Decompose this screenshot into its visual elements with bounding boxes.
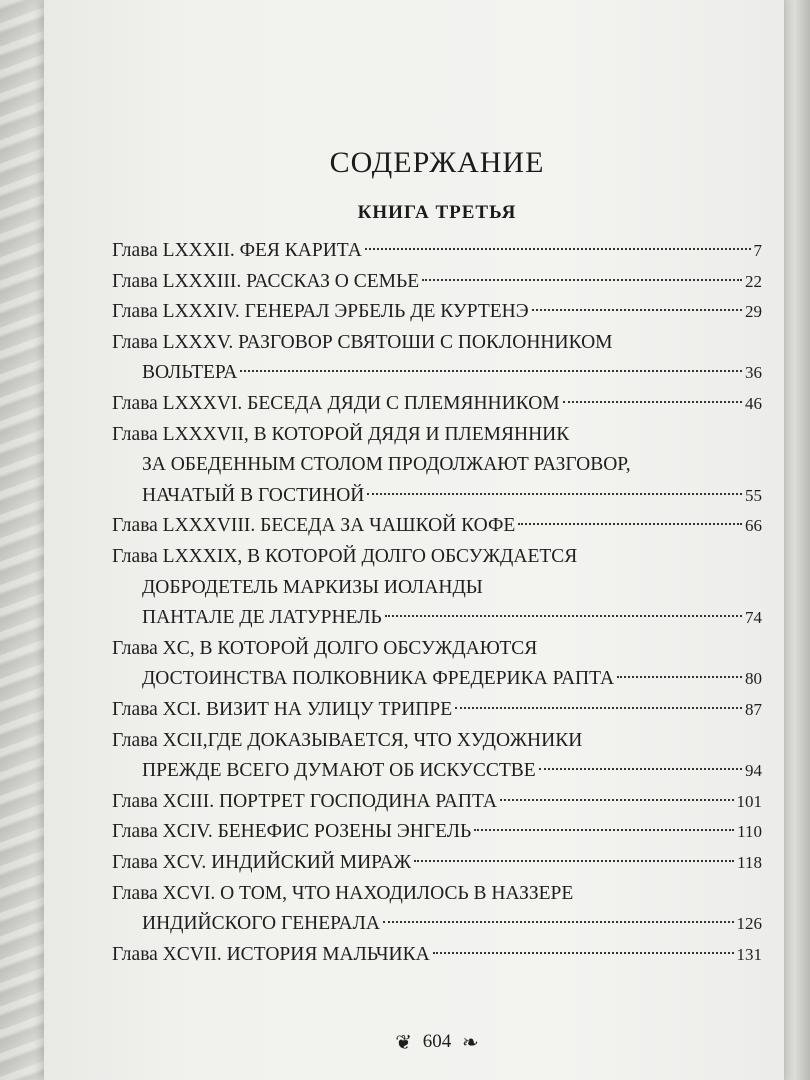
toc-entry-text: ВОЛЬТЕРА (142, 362, 238, 384)
fleuron-left-icon: ❦ (395, 1032, 412, 1054)
dot-leader (500, 799, 734, 801)
page-footer (112, 1030, 762, 1055)
dot-leader (240, 370, 742, 372)
toc-entry-line-final (112, 511, 762, 541)
toc-page-number: 55 (745, 485, 762, 505)
dot-leader (385, 615, 742, 617)
toc-page-number: 94 (745, 761, 762, 781)
toc-page-number: 46 (745, 394, 762, 413)
toc-entry-text: Глава XCIII. ПОРТРЕТ ГОСПОДИНА РАПТА (112, 790, 497, 812)
toc-entry-line (112, 879, 762, 909)
toc-entry-text: Глава LXXXVII, В КОТОРОЙ ДЯДЯ И ПЛЕМЯННИК (112, 423, 570, 445)
dot-leader (532, 309, 742, 311)
dot-leader (367, 493, 742, 495)
toc-entry-text: Глава LXXXVI. БЕСЕДА ДЯДИ С ПЛЕМЯННИКОМ (112, 393, 560, 414)
dot-leader (563, 401, 742, 403)
toc-entry-line-final (142, 603, 762, 633)
toc-page-number: 101 (736, 791, 762, 811)
toc-entry-text: Глава LXXXIX, В КОТОРОЙ ДОЛГО ОБСУЖДАЕТСЯ (112, 546, 578, 567)
toc-page-number: 66 (745, 516, 762, 536)
toc-entry-text: Глава LXXXIV. ГЕНЕРАЛ ЭРБЕЛЬ ДЕ КУРТЕНЭ (112, 301, 529, 323)
toc-page-number: 126 (736, 914, 762, 934)
toc-page-number: 36 (745, 363, 762, 383)
toc-entry-line (112, 726, 762, 756)
toc-entry-line-final (112, 940, 762, 970)
book-page-edges (784, 0, 810, 1080)
dot-leader (474, 829, 734, 831)
toc-entry-line-final (112, 817, 762, 847)
dot-leader (365, 248, 751, 250)
toc-entry-line (112, 328, 762, 358)
toc-entry-line-final (142, 358, 762, 388)
toc-entry-line-final (112, 297, 762, 327)
toc-entry-text: Глава XCIV. БЕНЕФИС РОЗЕНЫ ЭНГЕЛЬ (112, 821, 472, 843)
book-page (44, 0, 784, 1080)
toc-entry-text: НАЧАТЫЙ В ГОСТИНОЙ (142, 484, 365, 506)
toc-entry-text: Глава LXXXIII. РАССКАЗ О СЕМЬЕ (112, 270, 420, 292)
toc-entry-text: Глава XCVI. О ТОМ, ЧТО НАХОДИЛОСЬ В НАЗЗЕРЕ (112, 882, 574, 904)
dot-leader (433, 952, 734, 954)
dot-leader (455, 707, 742, 709)
page-title: СОДЕРЖАНИЕ (329, 146, 545, 179)
fleuron-right-icon: ❧ (462, 1032, 479, 1054)
toc-entry-line-final (142, 756, 762, 786)
toc-entry-text: ПАНТАЛЕ ДЕ ЛАТУРНЕЛЬ (142, 607, 382, 629)
dot-leader (414, 860, 734, 862)
toc-page-number: 7 (753, 241, 762, 260)
toc-entry-line-final (112, 848, 762, 878)
toc-page-number: 131 (736, 944, 762, 964)
toc-page-number: 118 (737, 853, 762, 872)
toc-entry-text: Глава XCI. ВИЗИТ НА УЛИЦУ ТРИПРЕ (112, 699, 453, 720)
dot-leader (383, 921, 734, 923)
toc-entry-text: Глава LXXXVIII. БЕСЕДА ЗА ЧАШКОЙ КОФЕ (112, 515, 516, 537)
toc-entry-line-final (112, 389, 762, 419)
toc-entry-text: ПРЕЖДЕ ВСЕГО ДУМАЮТ ОБ ИСКУССТВЕ (142, 760, 536, 782)
toc-entry-line-final (112, 267, 762, 297)
toc-entry-line (142, 573, 762, 603)
toc-entry-text: Глава XC, В КОТОРОЙ ДОЛГО ОБСУЖДАЮТСЯ (112, 637, 538, 659)
toc-page-number: 87 (745, 700, 762, 719)
toc-entry-text: Глава XCVII. ИСТОРИЯ МАЛЬЧИКА (112, 943, 430, 965)
toc-entry-line-final (142, 909, 762, 939)
toc-entry-line (112, 542, 762, 572)
toc-entry-text: ИНДИЙСКОГО ГЕНЕРАЛА (142, 913, 380, 935)
toc-entry-text: Глава XCV. ИНДИЙСКИЙ МИРАЖ (112, 852, 412, 873)
toc-entry-text: ЗА ОБЕДЕННЫМ СТОЛОМ ПРОДОЛЖАЮТ РАЗГОВОР, (142, 454, 631, 476)
dot-leader (518, 523, 742, 525)
toc-page-number: 74 (745, 608, 762, 628)
toc-page-number: 22 (745, 271, 762, 291)
toc-entry-line (112, 420, 762, 450)
toc-page-number: 29 (745, 302, 762, 322)
toc-entry-text: Глава LXXXII. ФЕЯ КАРИТА (112, 240, 362, 261)
toc-entry-line (112, 634, 762, 664)
toc-page-number: 80 (745, 669, 762, 689)
page-number: 604 (422, 1030, 452, 1052)
dot-leader (539, 768, 742, 770)
toc-entry-line-final (112, 695, 762, 725)
toc-entry-line-final (112, 236, 762, 266)
toc-entry-line-final (112, 787, 762, 817)
toc-entry-text: ДОСТОИНСТВА ПОЛКОВНИКА ФРЕДЕРИКА РАПТА (142, 668, 615, 690)
section-title: КНИГА ТРЕТЬЯ (357, 202, 517, 223)
toc-page-number: 110 (737, 822, 762, 842)
toc-entry-text: ДОБРОДЕТЕЛЬ МАРКИЗЫ ИОЛАНДЫ (142, 576, 483, 598)
toc-entry-text: Глава XCII,ГДЕ ДОКАЗЫВАЕТСЯ, ЧТО ХУДОЖНИКИ (112, 729, 583, 751)
dot-leader (422, 279, 742, 281)
toc-entry-text: Глава LXXXV. РАЗГОВОР СВЯТОШИ С ПОКЛОННИКОМ (112, 331, 613, 353)
toc-entry-line-final (142, 664, 762, 694)
dot-leader (617, 676, 742, 678)
toc-entry-line (142, 450, 762, 480)
toc-entry-line-final (142, 481, 762, 511)
